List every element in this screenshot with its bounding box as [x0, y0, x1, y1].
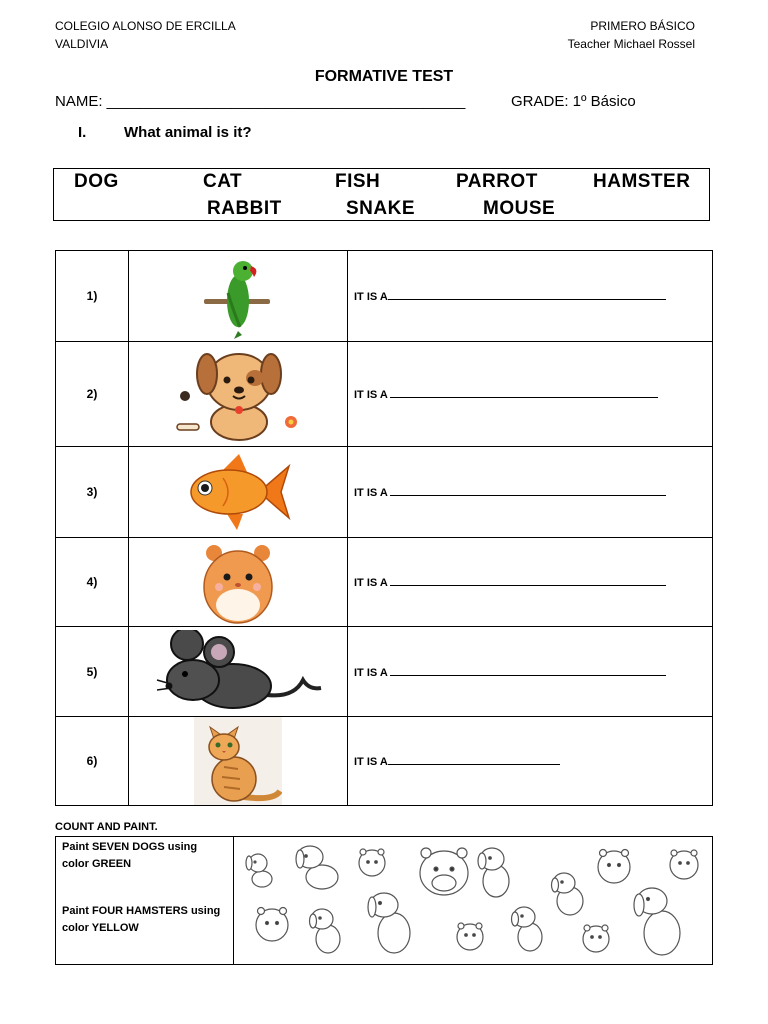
parrot-icon: [198, 253, 278, 339]
answer-blank[interactable]: [390, 485, 666, 496]
fish-icon: [183, 452, 293, 532]
name-field[interactable]: NAME: ___________________________________________: [55, 93, 466, 110]
word-hamster: HAMSTER: [593, 171, 691, 192]
class-level: PRIMERO BÁSICO: [590, 19, 695, 33]
word-snake: SNAKE: [346, 198, 416, 219]
dog-outline-icon: [512, 907, 543, 951]
row-number: 1): [56, 251, 129, 342]
hamster-outline-icon: [670, 850, 698, 879]
cat-icon: [194, 717, 282, 805]
answer-prompt: IT IS A: [354, 291, 388, 303]
answer-prompt: IT IS A: [354, 389, 388, 401]
hamster-outline-icon: [359, 849, 385, 876]
table-row: [56, 251, 713, 342]
dog-outline-icon: [368, 893, 410, 953]
hamster-outline-icon: [420, 848, 468, 895]
row-number: 4): [56, 538, 129, 627]
hamster-outline-icon: [457, 923, 483, 950]
answer-blank[interactable]: [390, 575, 666, 586]
animal-table: [55, 250, 713, 806]
dog-outline-icon: [634, 888, 680, 955]
dog-icon: [173, 344, 303, 444]
answer-blank[interactable]: [390, 387, 658, 398]
dog-outline-icon: [552, 873, 584, 915]
count-section-title: COUNT AND PAINT.: [55, 821, 158, 833]
instruction-hamsters: Paint FOUR HAMSTERS using color YELLOW: [62, 905, 221, 934]
answer-prompt: IT IS A: [354, 487, 388, 499]
dog-outline-icon: [478, 848, 509, 897]
table-row: [56, 717, 713, 806]
row-number: 5): [56, 627, 129, 717]
section-question: What animal is it?: [124, 124, 252, 141]
hamster-outline-icon: [256, 908, 288, 942]
hamster-outline-icon: [598, 850, 630, 884]
row-number: 3): [56, 447, 129, 538]
word-cat: CAT: [203, 171, 243, 192]
answer-blank[interactable]: [388, 754, 560, 765]
answer-prompt: IT IS A: [354, 756, 388, 768]
answer-blank[interactable]: [388, 289, 666, 300]
word-rabbit: RABBIT: [207, 198, 282, 219]
school-city: VALDIVIA: [55, 37, 109, 51]
row-number: 2): [56, 342, 129, 447]
coloring-picture[interactable]: [234, 837, 712, 963]
section-number: I.: [78, 124, 87, 141]
teacher-name: Teacher Michael Rossel: [567, 37, 695, 51]
word-mouse: MOUSE: [483, 198, 556, 219]
answer-prompt: IT IS A: [354, 666, 388, 679]
school-name: COLEGIO ALONSO DE ERCILLA: [55, 19, 236, 33]
hamster-outline-icon: [583, 925, 609, 952]
page-title: FORMATIVE TEST: [314, 68, 454, 85]
table-row: [56, 447, 713, 538]
answer-blank[interactable]: [390, 665, 666, 676]
hamster-icon: [198, 539, 278, 625]
table-row: [56, 538, 713, 627]
answer-prompt: IT IS A: [354, 577, 388, 589]
instruction-dogs: Paint SEVEN DOGS using color GREEN: [62, 841, 198, 870]
grade-label: GRADE: 1º Básico: [511, 93, 636, 110]
word-bank: [53, 168, 710, 221]
dog-outline-icon: [246, 854, 272, 887]
word-dog: DOG: [74, 171, 119, 192]
table-row: [56, 627, 713, 717]
class-header: [568, 17, 695, 53]
dog-outline-icon: [296, 846, 338, 889]
table-row: [56, 342, 713, 447]
row-number: 6): [56, 717, 129, 806]
mouse-icon: [153, 630, 323, 714]
dog-outline-icon: [310, 909, 341, 953]
word-parrot: PARROT: [456, 171, 538, 192]
count-table: [55, 836, 713, 965]
word-fish: FISH: [335, 171, 381, 192]
school-header: [55, 17, 236, 53]
